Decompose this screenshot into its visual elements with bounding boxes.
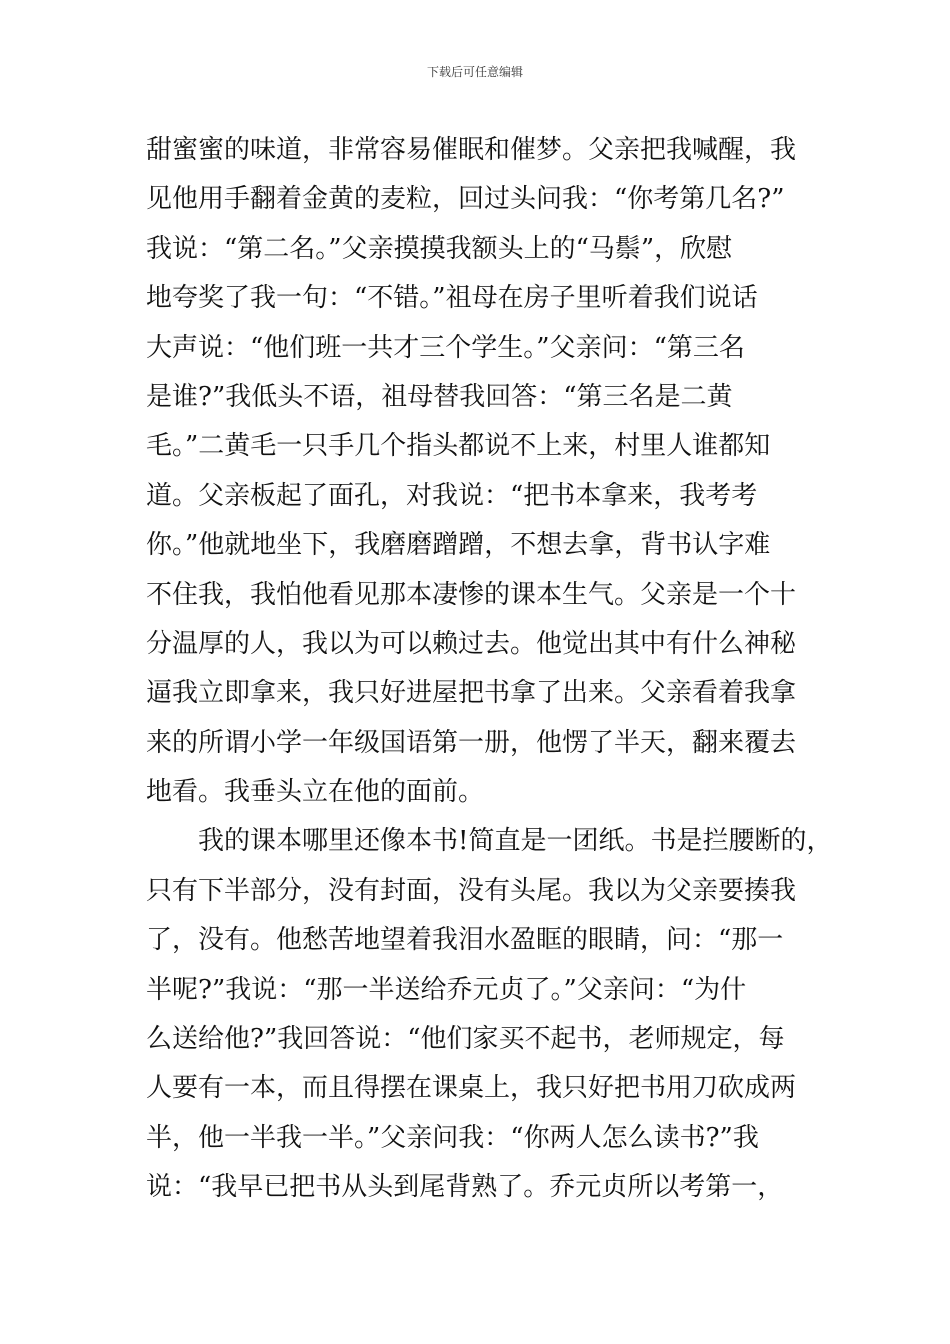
text-line: 大声说：“他们班一共才三个学生。”父亲问：“第三名	[146, 332, 745, 363]
text-line: 我的课本哪里还像本书!简直是一团纸。书是拦腰断的，	[146, 826, 833, 857]
text-line: 是谁?”我低头不语，祖母替我回答：“第三名是二黄	[146, 381, 733, 412]
text-line: 毛。”二黄毛一只手几个指头都说不上来，村里人谁都知	[146, 431, 771, 462]
text-line: 半，他一半我一半。”父亲问我：“你两人怎么读书?”我	[146, 1122, 759, 1153]
text-line: 地看。我垂头立在他的面前。	[146, 777, 485, 808]
text-line: 不住我，我怕他看见那本凄惨的课本生气。父亲是一个十	[146, 579, 797, 610]
text-line: 说：“我早已把书从头到尾背熟了。乔元贞所以考第一，	[146, 1172, 784, 1203]
text-line: 分温厚的人，我以为可以赖过去。他觉出其中有什么神秘	[146, 628, 797, 659]
text-line: 逼我立即拿来，我只好进屋把书拿了出来。父亲看着我拿	[146, 678, 797, 709]
text-line: 我说：“第二名。”父亲摸摸我额头上的“马鬃”，欣慰	[146, 233, 733, 264]
page-header: 下载后可任意编辑	[426, 65, 523, 79]
text-line: 道。父亲板起了面孔，对我说：“把书本拿来，我考考	[146, 480, 758, 511]
text-line: 地夸奖了我一句：“不错。”祖母在房子里听着我们说话	[146, 283, 758, 314]
text-line: 甜蜜蜜的味道，非常容易催眠和催梦。父亲把我喊醒，我	[146, 135, 797, 165]
text-line: 只有下半部分，没有封面，没有头尾。我以为父亲要揍我	[146, 875, 797, 906]
text-line: 半呢?”我说：“那一半送给乔元贞了。”父亲问：“为什	[146, 974, 747, 1005]
text-line: 了，没有。他愁苦地望着我泪水盈眶的眼睛，问：“那一	[146, 925, 784, 956]
text-line: 你。”他就地坐下，我磨磨蹭蹭，不想去拿，背书认字难	[146, 530, 771, 561]
body-text	[146, 126, 833, 1213]
text-line: 么送给他?”我回答说：“他们家买不起书，老师规定，每	[146, 1024, 785, 1055]
text-line: 人要有一本，而且得摆在课桌上，我只好把书用刀砍成两	[146, 1073, 797, 1104]
text-line: 来的所谓小学一年级国语第一册，他愣了半天，翻来覆去	[146, 727, 797, 758]
text-line: 见他用手翻着金黄的麦粒，回过头问我：“你考第几名?”	[146, 184, 785, 215]
